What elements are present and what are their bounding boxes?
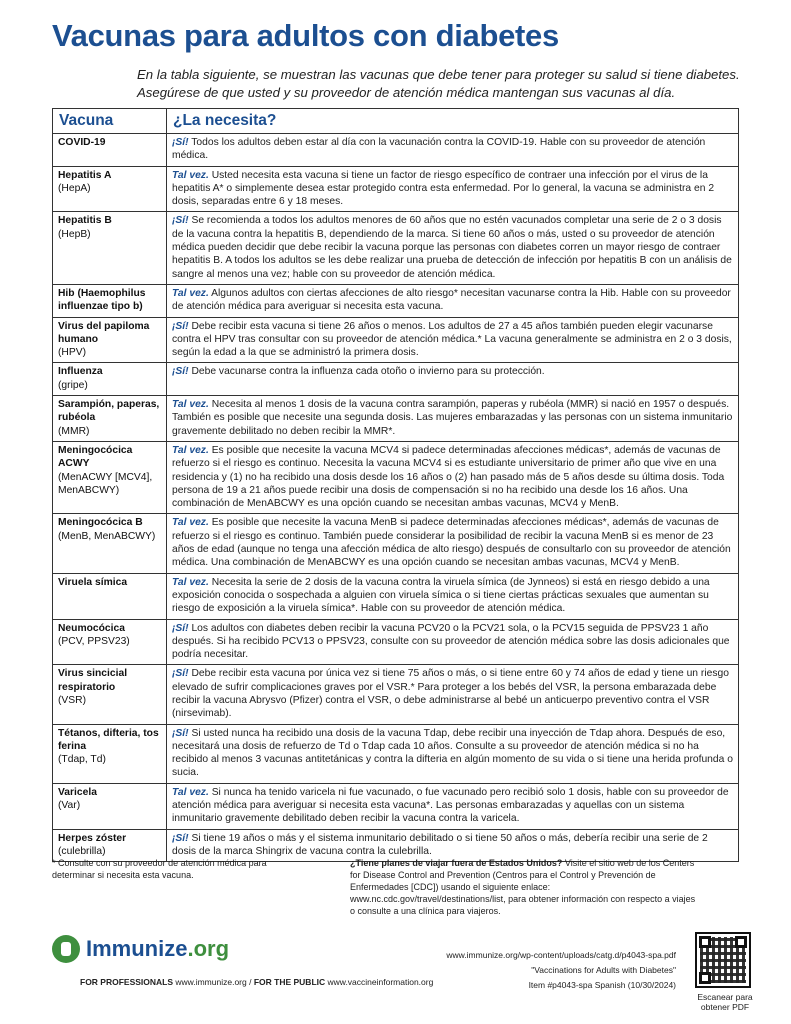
- recommendation-text: Si usted nunca ha recibido una dosis de la vacuna Tdap, debe recibir una inyección de Tdap ahora. Después de eso, necesitará una dosis de refuerzo de Td o Tdap cada 10 años. Consulte a su proveedor de atención médica si no ha recibido al menos 3 vacunas antitetánicas y contra la difteria en algún momento de su vida o si tiene una herida profunda o sucia.: [172, 727, 733, 779]
- table-row: [53, 212, 739, 284]
- vaccine-name-cell: [53, 619, 167, 665]
- recommendation-lead: ¡Sí!: [172, 668, 189, 680]
- vaccine-name-cell: [53, 212, 167, 284]
- vaccine-name: Hepatitis A: [58, 169, 112, 181]
- qr-corner: [735, 936, 747, 948]
- recommendation-lead: Tal vez.: [172, 287, 209, 299]
- table-row: [53, 441, 739, 513]
- recommendation-lead: Tal vez.: [172, 576, 209, 588]
- recommendation-cell: [167, 166, 739, 212]
- recommendation-cell: [167, 396, 739, 442]
- recommendation-text: Necesita al menos 1 dosis de la vacuna contra sarampión, paperas y rubéola (MMR) si nació en 1957 o después. También es posible que necesite una segunda dosis. Las mujeres embarazadas y las personas con un sistema inmunitario gravemente debilitado no deben recibir la MMR*.: [172, 399, 733, 437]
- recommendation-text: Es posible que necesite la vacuna MCV4 si padece determinadas afecciones médicas*, además de vacunas de refuerzo si el riesgo es continuo. Necesita la vacuna MCV4 si es estudiante universitario de primer año que vive en una residencia y (1) no ha recibido una dosis desde los 16 años o (2) han pasado más de 5 años desde su última dosis. Toda persona de 19 a 21 años puede recibir una dosis de compensación si no ha recibido una desde los 16 años. Una combinación de MenABCWY es una opción cuando se necesitan ambas vacunas, MCV4 y MenB.: [172, 444, 725, 510]
- table-row: [53, 363, 739, 396]
- qr-code-icon[interactable]: [695, 932, 751, 988]
- table-row: [53, 783, 739, 829]
- vaccine-name-cell: [53, 396, 167, 442]
- vaccine-name: Virus sincicial respiratorio: [58, 668, 128, 693]
- table-row: [53, 619, 739, 665]
- recommendation-text: Si tiene 19 años o más y el sistema inmunitario debilitado o si tiene 50 años o más, debería recibir una serie de 2 dosis de la marca Shingrix de vacuna contra la culebrilla.: [172, 832, 708, 857]
- table-row: [53, 134, 739, 167]
- table-body: [53, 134, 739, 862]
- vaccine-name: Influenza: [58, 366, 103, 378]
- recommendation-lead: ¡Sí!: [172, 832, 189, 844]
- vaccine-name: Neumocócica: [58, 622, 125, 634]
- recommendation-text: Algunos adultos con ciertas afecciones de alto riesgo* necesitan vacunarse contra la Hib. Hable con su proveedor de atención médica para averiguar si necesita esta vacuna.: [172, 287, 731, 313]
- recommendation-cell: [167, 441, 739, 513]
- logo-suffix: .org: [187, 936, 230, 961]
- vaccine-name-cell: [53, 441, 167, 513]
- recommendation-cell: [167, 665, 739, 724]
- vaccine-abbr: (HPV): [58, 347, 87, 359]
- table-row: [53, 396, 739, 442]
- qr-corner: [699, 972, 711, 984]
- vaccine-name: Tétanos, difteria, tos ferina: [58, 727, 159, 752]
- table-row: [53, 284, 739, 317]
- vaccine-abbr: (MMR): [58, 425, 90, 437]
- recommendation-text: Los adultos con diabetes deben recibir la vacuna PCV20 o la PCV21 sola, o la PCV15 seguida de PPSV23 1 año después. Si ha recibido PCV13 o PPSV23, consulte con su proveedor de atención médica sobre las dosis adicionales que podría necesitar.: [172, 622, 730, 661]
- recommendation-lead: ¡Sí!: [172, 622, 189, 634]
- recommendation-cell: [167, 212, 739, 284]
- vaccine-name: Varicela: [58, 786, 97, 798]
- website-line: [80, 977, 433, 987]
- vaccine-abbr: (HepB): [58, 228, 91, 240]
- recommendation-lead: Tal vez.: [172, 444, 209, 456]
- logo-name: Immunize: [86, 936, 188, 961]
- qr-caption: Escanear para obtener PDF: [697, 992, 753, 1012]
- intro-line-2: Asegúrese de que usted y su proveedor de atención médica mantengan sus vacunas al día.: [137, 85, 676, 100]
- vaccine-abbr: (culebrilla): [58, 845, 106, 857]
- pro-label: FOR PROFESSIONALS: [80, 977, 174, 987]
- vaccine-abbr: (Var): [58, 800, 81, 812]
- recommendation-cell: [167, 619, 739, 665]
- vaccine-name-cell: [53, 363, 167, 396]
- vaccine-name: Viruela símica: [58, 576, 128, 588]
- page-title: Vacunas para adultos con diabetes: [52, 18, 559, 53]
- recommendation-lead: ¡Sí!: [172, 320, 189, 332]
- recommendation-text: Necesita la serie de 2 dosis de la vacuna contra la viruela símica (de Jynneos) si está en riesgo debido a una exposición conocida o sospechada a alguien con viruela símica o si tiene ciertas prácticas sexuales que aumentan su riesgo de exposición a la viruela símica*. Hable con su proveedor de atención médica.: [172, 576, 710, 615]
- recommendation-cell: [167, 724, 739, 783]
- vaccine-name: Meningocócica B: [58, 517, 143, 529]
- recommendation-text: Debe vacunarse contra la influenza cada otoño o invierno para su protección.: [188, 366, 545, 378]
- vaccine-name: Virus del papiloma humano: [58, 320, 150, 345]
- vaccine-abbr: (Tdap, Td): [58, 754, 106, 766]
- recommendation-text: Debe recibir esta vacuna por única vez si tiene 75 años o más, o si tiene entre 60 y 74 años de edad y tiene un riesgo elevado de sufrir complicaciones graves por el VSR.* Para proteger a los bebés del VSR, la persona embarazada debe recibir la vacuna Abrysvo (Pfizer) contra el VSR, o debe administrarse al bebé un anticuerpo preventivo contra el VSR (nirsevimab).: [172, 668, 729, 720]
- vaccine-name: Hib (Haemophilus influenzae tipo b): [58, 287, 146, 313]
- table-header-row: [53, 109, 739, 134]
- vaccine-table: [52, 108, 739, 862]
- recommendation-cell: [167, 134, 739, 167]
- recommendation-cell: [167, 573, 739, 619]
- recommendation-lead: Tal vez.: [172, 399, 209, 411]
- recommendation-text: Se recomienda a todos los adultos menores de 60 años que no estén vacunados completar una serie de 2 o 3 dosis de la vacuna contra la hepatitis B, dependiendo de la marca. Si tiene 60 años o más, usted o su proveedor de atención médica pueden decidir que debe recibir la vacuna porque las personas con diabetes corren un mayor riesgo de contraer hepatitis B. A todos los adultos se les debe realizar una prueba de detección de infección por hepatitis B con un análisis de sangre al menos una vez; hable con su proveedor de atención médica.: [172, 215, 732, 280]
- recommendation-lead: Tal vez.: [172, 786, 209, 798]
- table-row: [53, 317, 739, 363]
- vaccine-abbr: (HepA): [58, 182, 91, 194]
- vaccine-name-cell: [53, 134, 167, 167]
- table-row: [53, 166, 739, 212]
- qr-corner: [699, 936, 711, 948]
- recommendation-text: Todos los adultos deben estar al día con la vacunación contra la COVID-19. Hable con su proveedor de atención médica.: [172, 137, 706, 162]
- vaccine-name-cell: [53, 514, 167, 573]
- table-row: [53, 514, 739, 573]
- public-label: FOR THE PUBLIC: [253, 977, 326, 987]
- vaccine-name: Herpes zóster: [58, 832, 127, 844]
- travel-lead: ¿Tiene planes de viajar fuera de Estados Unidos?: [350, 858, 563, 868]
- ref-url[interactable]: www.immunize.org/wp-content/uploads/catg.d/p4043-spa.pdf: [446, 950, 676, 960]
- intro-line-1: En la tabla siguiente, se muestran las vacunas que debe tener para proteger su salud si tiene diabetes.: [137, 67, 740, 82]
- immunize-logo: [52, 935, 229, 963]
- vaccine-abbr: (MenB, MenABCWY): [58, 530, 156, 542]
- intro-text: [137, 66, 757, 102]
- vaccine-name-cell: [53, 284, 167, 317]
- vaccine-name: Hepatitis B: [58, 215, 112, 227]
- recommendation-lead: Tal vez.: [172, 517, 209, 529]
- recommendation-cell: [167, 363, 739, 396]
- vaccine-name-cell: [53, 724, 167, 783]
- immunize-logo-icon: [52, 935, 80, 963]
- table-row: [53, 573, 739, 619]
- public-url[interactable]: www.vaccineinformation.org: [325, 977, 434, 987]
- recommendation-lead: Tal vez.: [172, 169, 209, 181]
- vaccine-name-cell: [53, 665, 167, 724]
- header-necesita: ¿La necesita?: [167, 109, 739, 134]
- recommendation-text: Si nunca ha tenido varicela ni fue vacunado, o fue vacunado pero recibió solo 1 dosis, hable con su proveedor de atención médica para averiguar si necesita esta vacuna*. Las personas embarazadas y aquellas con un sistema inmunitario gravemente debilitado deben recibir la vacuna contra la varicela.: [172, 786, 729, 825]
- vaccine-name: Meningocócica ACWY: [58, 444, 133, 470]
- vaccine-name-cell: [53, 166, 167, 212]
- travel-note: [350, 857, 702, 917]
- recommendation-lead: ¡Sí!: [172, 215, 189, 227]
- vaccine-name: COVID-19: [58, 137, 106, 148]
- footnote: * Consulte con su proveedor de atención médica para determinar si necesita esta vacuna.: [52, 858, 267, 880]
- recommendation-text: Usted necesita esta vacuna si tiene un factor de riesgo específico de contraer una infección por el virus de la hepatitis A* o simplemente desea estar protegido contra esta enfermedad. Por lo general, la vacuna se administra en 2 dosis, separadas entre 6 y 18 meses.: [172, 169, 715, 208]
- logo-text: [86, 936, 229, 962]
- ref-item: Item #p4043-spa Spanish (10/30/2024): [528, 980, 676, 990]
- vaccine-abbr: (VSR): [58, 694, 87, 706]
- travel-text: Visite el sitio web de los Centers for Disease Control and Prevention (Centros para el Control y Prevención de Enfermedades [CDC]) usando el siguiente enlace: www.nc.cdc.gov/travel/destinations/list, para obtener información con respecto a viajes o consulte a una clínica para viajeros.: [350, 858, 696, 916]
- vaccine-name-cell: [53, 783, 167, 829]
- recommendation-lead: ¡Sí!: [172, 137, 189, 148]
- recommendation-cell: [167, 783, 739, 829]
- recommendation-text: Es posible que necesite la vacuna MenB si padece determinadas afecciones médicas*, además de vacunas de refuerzo si el riesgo es continuo. También puede considerar la posibilidad de recibir la vacuna MenB si es menor de 23 años de edad (aunque no tenga una afección médica de alto riesgo) después de consultarlo con su proveedor de atención médica. Una combinación de MenABCWY es una opción cuando se necesitan ambas vacunas, MCV4 y MenB.: [172, 517, 731, 569]
- recommendation-cell: [167, 317, 739, 363]
- document-reference: [446, 948, 676, 993]
- table-row: [53, 665, 739, 724]
- recommendation-cell: [167, 514, 739, 573]
- header-vacuna: Vacuna: [53, 109, 167, 134]
- pro-url[interactable]: www.immunize.org /: [173, 977, 254, 987]
- table-row: [53, 724, 739, 783]
- vaccine-name-cell: [53, 573, 167, 619]
- recommendation-text: Debe recibir esta vacuna si tiene 26 años o menos. Los adultos de 27 a 45 años también pueden elegir vacunarse contra el HPV tras consultar con su proveedor de atención médica.* La vacuna generalmente se administra en 2 o 3 dosis, según la edad a la que se administró la primera dosis.: [172, 320, 732, 359]
- vaccine-abbr: (MenACWY [MCV4], MenABCWY): [58, 471, 153, 496]
- vaccine-abbr: (gripe): [58, 379, 88, 391]
- recommendation-lead: ¡Sí!: [172, 727, 189, 739]
- recommendation-lead: ¡Sí!: [172, 366, 189, 378]
- vaccine-name: Sarampión, paperas, rubéola: [58, 399, 160, 424]
- vaccine-name-cell: [53, 317, 167, 363]
- ref-title: "Vaccinations for Adults with Diabetes": [531, 965, 676, 975]
- vaccine-abbr: (PCV, PPSV23): [58, 635, 130, 647]
- recommendation-cell: [167, 284, 739, 317]
